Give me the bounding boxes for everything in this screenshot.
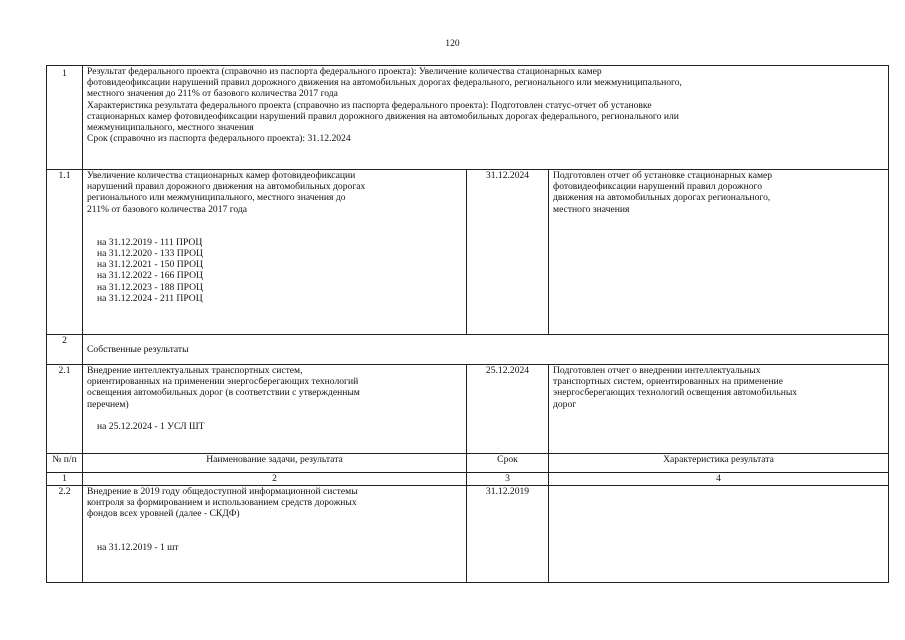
page-number: 120 — [445, 38, 460, 49]
section-1-number: 1 — [47, 66, 83, 170]
task-row-2-1 — [47, 365, 889, 454]
result-line: Подготовлен отчет об установке стационарных камер — [553, 170, 773, 181]
column-index: 4 — [549, 473, 889, 486]
section-1-line: местного значения до 211% от базового количества 2017 года — [87, 88, 338, 100]
target-value: на 31.12.2024 - 211 ПРОЦ — [97, 292, 203, 304]
result-line: энергосберегающих технологий освещения автомобильных — [553, 387, 798, 399]
task-line: ориентированных на применении энергосберегающих технологий — [87, 376, 359, 388]
task-result — [549, 486, 889, 583]
task-deadline: 31.12.2019 — [467, 486, 549, 583]
task-deadline: 31.12.2024 — [467, 170, 549, 335]
column-index: 3 — [467, 473, 549, 486]
task-line: освещения автомобильных дорог (в соответствии с утвержденным — [87, 387, 360, 399]
header-result: Характеристика результата — [549, 454, 889, 473]
target-value: на 31.12.2021 - 150 ПРОЦ — [97, 259, 203, 271]
task-line: Внедрение интеллектуальных транспортных систем, — [87, 365, 303, 376]
section-1-line: Срок (справочно из паспорта федерального проекта): 31.12.2024 — [87, 133, 351, 145]
column-index: 2 — [83, 473, 467, 486]
result-line: фотовидеофиксации нарушений правил дорожного — [553, 181, 762, 193]
task-line: нарушений правил дорожного движения на автомобильных дорогах — [87, 181, 366, 193]
task-row-2-2 — [47, 486, 889, 583]
task-line: 211% от базового количества 2017 года — [87, 203, 248, 215]
result-line: транспортных систем, ориентированных на применение — [553, 376, 784, 388]
task-result — [549, 365, 889, 454]
result-line: движения на автомобильных дорогах регионального, — [553, 192, 771, 204]
section-1-row — [47, 66, 889, 170]
task-description — [83, 170, 467, 335]
task-description — [83, 486, 467, 583]
task-number: 2.1 — [47, 365, 83, 454]
task-line: фондов всех уровней (далее - СКДФ) — [87, 508, 240, 520]
task-row-1-1 — [47, 170, 889, 335]
section-1-line: фотовидеофиксации нарушений правил дорожного движения на автомобильных дорогах федерального, регионального или межмуниципального, — [87, 77, 682, 89]
section-1-description — [83, 66, 889, 170]
section-1-line: межмуниципального, местного значения — [87, 122, 254, 134]
task-number: 2.2 — [47, 486, 83, 583]
results-table — [46, 65, 889, 583]
header-task: Наименование задачи, результата — [83, 454, 467, 473]
target-value: на 31.12.2019 - 1 шт — [97, 541, 179, 553]
task-line: перечнем) — [87, 398, 129, 410]
section-1-line: стационарных камер фотовидеофиксации нарушений правил дорожного движения на автомобильных дорогах федерального, регионального или — [87, 110, 679, 122]
task-line: контроля за формированием и использованием средств дорожных — [87, 497, 357, 509]
section-2-number: 2 — [47, 335, 83, 365]
section-2-row — [47, 335, 889, 365]
target-value: на 31.12.2023 - 188 ПРОЦ — [97, 281, 203, 293]
task-line: Увеличение количества стационарных камер фотовидеофиксации — [87, 170, 356, 181]
task-number: 1.1 — [47, 170, 83, 335]
column-index: 1 — [47, 473, 83, 486]
target-value: на 31.12.2020 - 133 ПРОЦ — [97, 248, 203, 260]
section-1-line: Результат федерального проекта (справочно из паспорта федерального проекта): Увеличение количества стационарных камер — [87, 66, 602, 77]
section-1-line: Характеристика результата федерального проекта (справочно из паспорта федерального проекта): Подготовлен статус-отчет об установке — [87, 99, 652, 111]
target-value: на 31.12.2019 - 111 ПРОЦ — [97, 236, 203, 248]
column-header-row — [47, 454, 889, 473]
target-value: на 31.12.2022 - 166 ПРОЦ — [97, 270, 203, 282]
result-line: местного значения — [553, 203, 630, 215]
column-number-row — [47, 473, 889, 486]
result-line: Подготовлен отчет о внедрении интеллектуальных — [553, 365, 761, 376]
header-deadline: Срок — [467, 454, 549, 473]
header-number: № п/п — [47, 454, 83, 473]
target-value: на 25.12.2024 - 1 УСЛ ШТ — [97, 420, 205, 432]
result-line: дорог — [553, 398, 577, 410]
task-line: регионального или межмуниципального, местного значения до — [87, 192, 346, 204]
task-line: Внедрение в 2019 году общедоступной информационной системы — [87, 486, 358, 497]
section-2-title: Собственные результаты — [83, 335, 889, 365]
task-result — [549, 170, 889, 335]
task-description — [83, 365, 467, 454]
task-deadline: 25.12.2024 — [467, 365, 549, 454]
